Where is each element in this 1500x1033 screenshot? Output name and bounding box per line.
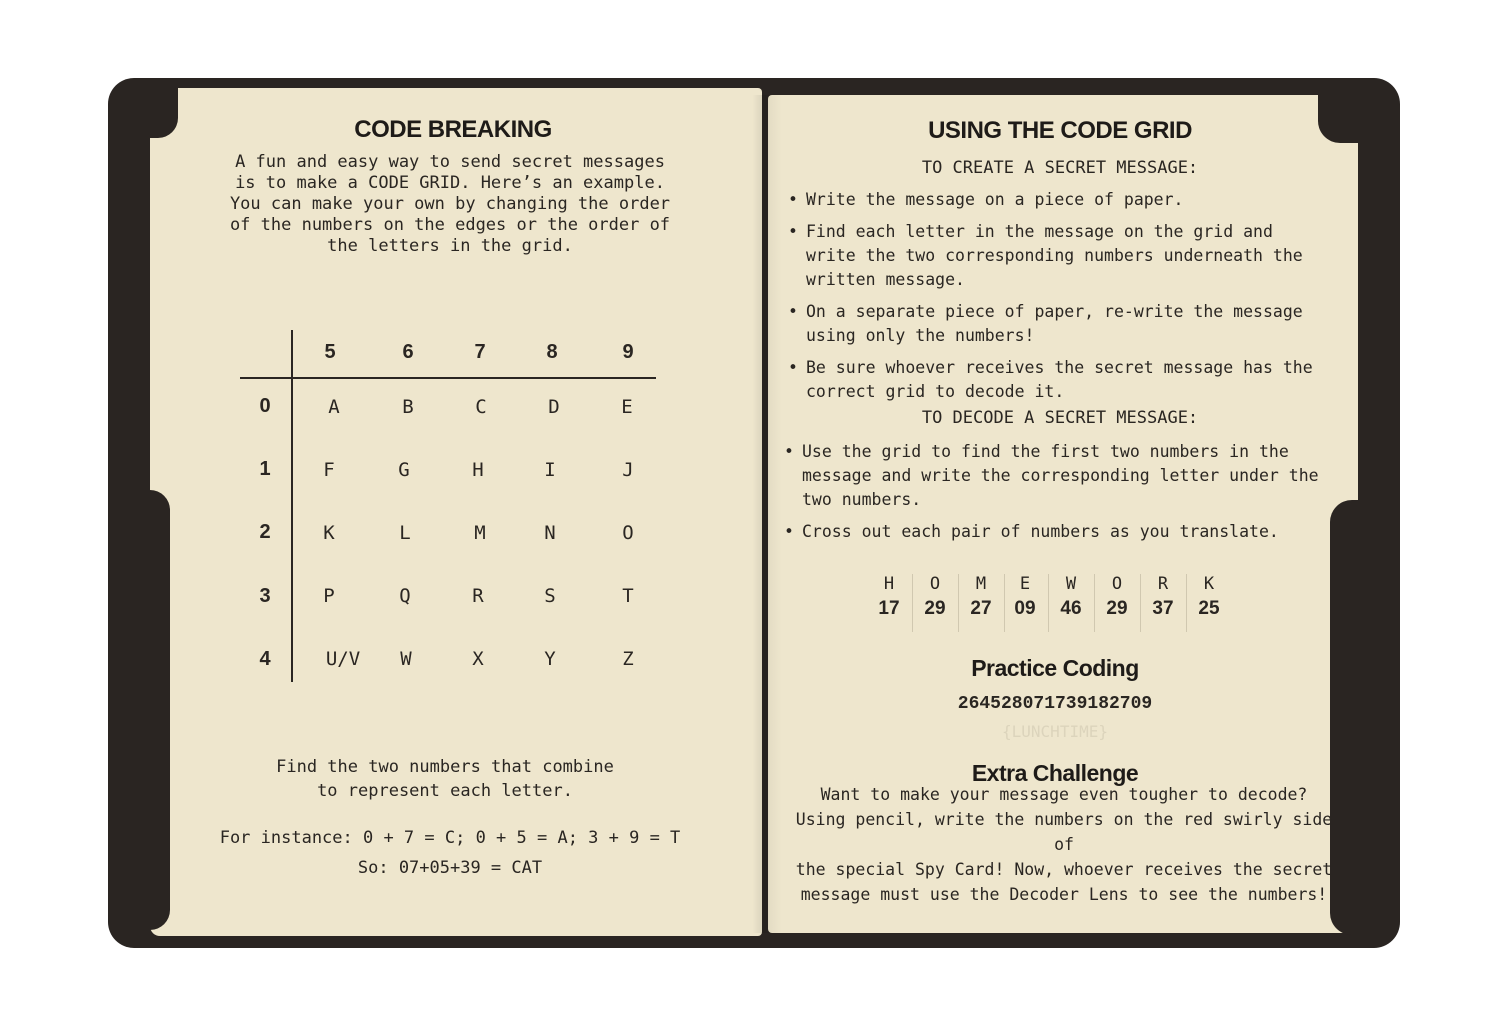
- grid-cell: N: [544, 522, 556, 544]
- extra-paragraph: [784, 782, 1344, 907]
- extra-heading: Extra Challenge: [971, 760, 1139, 786]
- edge-tab-bottom-left: [150, 490, 170, 930]
- grid-row-header: 1: [259, 458, 271, 480]
- grid-cell: D: [548, 396, 560, 418]
- page-gutter: [752, 95, 782, 933]
- list-item: • Be sure whoever receives the secret message has the correct grid to decode it.: [788, 358, 1313, 401]
- grid-cell: O: [622, 522, 634, 544]
- grid-cell: F: [323, 459, 335, 481]
- grid-cell: W: [400, 648, 412, 670]
- letter-number-pair: H 17: [866, 574, 912, 634]
- create-steps-list: [788, 188, 1328, 412]
- grid-column-header: 8: [546, 341, 558, 363]
- page-title-code-breaking: CODE BREAKING: [354, 116, 552, 143]
- letter-number-pair: K 25: [1198, 574, 1220, 619]
- grid-cell: B: [402, 396, 414, 418]
- list-item: • Cross out each pair of numbers as you translate.: [784, 522, 1279, 541]
- instruction-line: Find the two numbers that combine: [276, 757, 614, 777]
- grid-row-header: 0: [259, 395, 271, 417]
- extra-line: Want to make your message even tougher to decode?: [820, 785, 1308, 804]
- create-heading: TO CREATE A SECRET MESSAGE:: [921, 158, 1199, 178]
- grid-row-header: 4: [259, 648, 271, 670]
- corner-tab-top-right: [1318, 95, 1358, 143]
- grid-cell: X: [472, 648, 484, 670]
- grid-cell: G: [398, 459, 410, 481]
- grid-cell: T: [622, 585, 634, 607]
- grid-cell: P: [323, 585, 335, 607]
- intro-line: You can make your own by changing the order: [229, 194, 671, 214]
- letter-number-pair: O 29: [1094, 574, 1140, 634]
- list-item: • Use the grid to find the first two numbers in the message and write the corresponding letter under the two numbers.: [784, 442, 1319, 509]
- list-item: • Write the message on a piece of paper.: [788, 190, 1184, 209]
- letter-number-pair: M 27: [958, 574, 1004, 634]
- letter-number-pair: R 37: [1140, 574, 1186, 634]
- grid-cell: L: [399, 522, 411, 544]
- instructions: [200, 755, 690, 803]
- grid-cell: J: [622, 459, 634, 481]
- letter-number-pair: E 09: [1002, 574, 1048, 634]
- grid-cell: U/V: [325, 648, 361, 670]
- example-result: So: 07+05+39 = CAT: [357, 858, 543, 878]
- intro-line: is to make a CODE GRID. Here’s an example.: [235, 173, 665, 193]
- grid-column-header: 9: [622, 341, 634, 363]
- list-item: • Find each letter in the message on the grid and write the two corresponding numbers underneath the written message.: [788, 222, 1303, 289]
- grid-row-header: 2: [259, 521, 271, 543]
- extra-line: Using pencil, write the numbers on the red swirly side of: [795, 810, 1333, 854]
- example-line: For instance: 0 + 7 = C; 0 + 5 = A; 3 + 9 = T: [219, 828, 681, 848]
- grid-cell: I: [544, 459, 556, 481]
- grid-column-header: 6: [402, 341, 414, 363]
- intro-line: A fun and easy way to send secret messages: [235, 152, 665, 172]
- grid-cell: C: [475, 396, 487, 418]
- decode-steps-list: [784, 440, 1324, 552]
- decode-heading: TO DECODE A SECRET MESSAGE:: [921, 408, 1199, 428]
- extra-line: message must use the Decoder Lens to see the numbers!: [800, 885, 1328, 904]
- intro-line: of the numbers on the edges or the order of: [229, 215, 671, 235]
- extra-line: the special Spy Card! Now, whoever receives the secret: [795, 860, 1333, 879]
- intro-paragraph: [190, 152, 710, 257]
- page-title-using-code-grid: USING THE CODE GRID: [928, 117, 1192, 144]
- grid-column-header: 5: [324, 341, 336, 363]
- grid-cell: R: [472, 585, 484, 607]
- intro-line: the letters in the grid.: [327, 236, 573, 256]
- grid-cell: S: [544, 585, 556, 607]
- grid-cell: M: [474, 522, 486, 544]
- grid-cell: E: [621, 396, 633, 418]
- instruction-line: to represent each letter.: [317, 781, 573, 801]
- grid-cell: Y: [544, 648, 556, 670]
- grid-horizontal-rule: [240, 377, 656, 379]
- practice-answer: {LUNCHTIME}: [1002, 722, 1108, 741]
- grid-cell: Q: [399, 585, 411, 607]
- grid-column-header: 7: [474, 341, 486, 363]
- list-item: • On a separate piece of paper, re-write the message using only the numbers!: [788, 302, 1303, 345]
- grid-cell: H: [472, 459, 484, 481]
- letter-number-pair: O 29: [912, 574, 958, 634]
- grid-vertical-rule: [291, 330, 293, 682]
- practice-heading: Practice Coding: [971, 655, 1139, 681]
- practice-code: 264528071739182709: [957, 694, 1153, 714]
- grid-cell: K: [323, 522, 335, 544]
- grid-row-header: 3: [259, 585, 271, 607]
- grid-cell: Z: [622, 648, 634, 670]
- letter-number-pair: W 46: [1048, 574, 1094, 634]
- grid-cell: A: [328, 396, 340, 418]
